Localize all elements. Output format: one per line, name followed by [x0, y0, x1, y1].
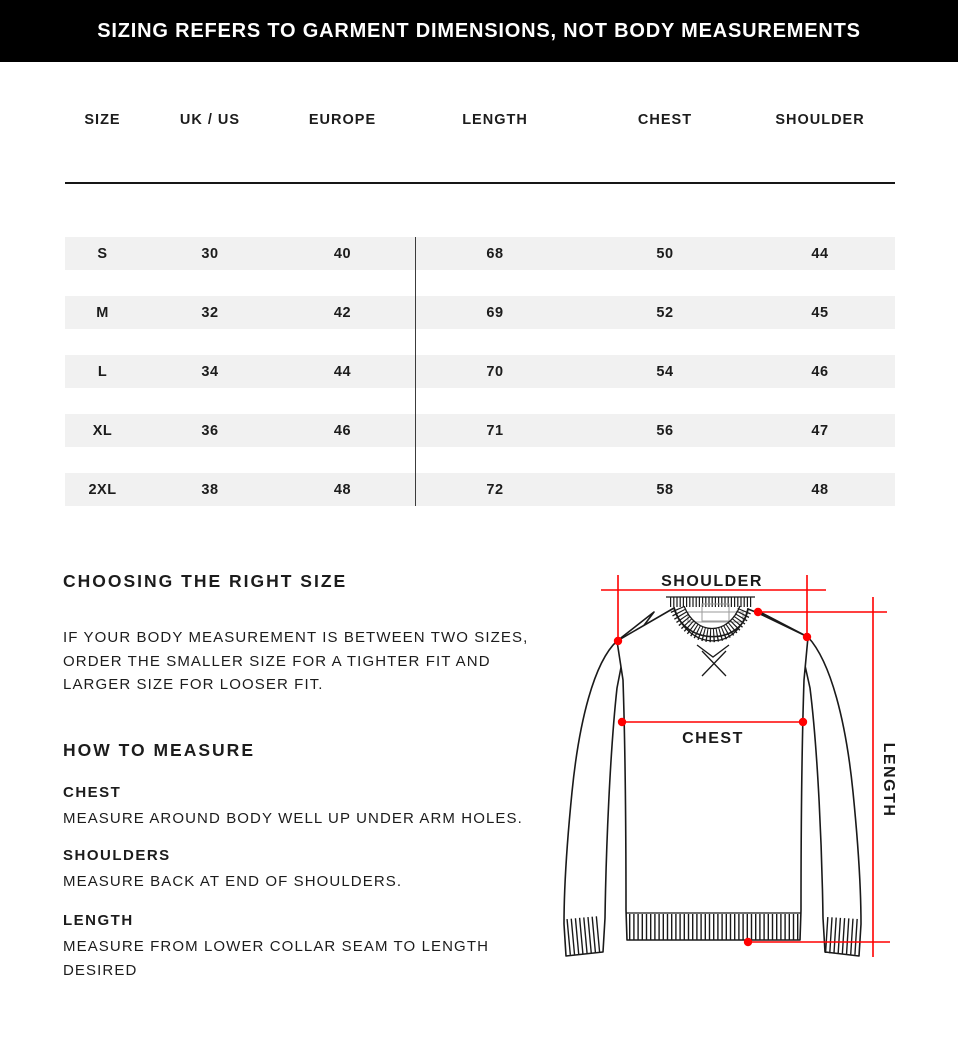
- measure-text: [63, 935, 593, 983]
- measure-label: CHEST: [63, 784, 122, 801]
- cell-size: S: [97, 245, 108, 262]
- col-header-europe: EUROPE: [308, 112, 377, 128]
- measure-text: MEASURE AROUND BODY WELL UP UNDER ARM HOLES.: [63, 810, 523, 827]
- cell-length: 68: [486, 245, 504, 262]
- measure-text-line: DESIRED: [63, 962, 138, 979]
- col-header-length: LENGTH: [462, 112, 528, 128]
- cell-shoulder: 45: [811, 304, 829, 321]
- cell-uk-us: 36: [201, 422, 219, 439]
- shoulder-right-dot: [803, 633, 811, 641]
- col-header-size: SIZE: [84, 112, 121, 128]
- banner-text: SIZING REFERS TO GARMENT DIMENSIONS, NOT BODY MEASUREMENTS: [97, 19, 861, 42]
- measure-label: LENGTH: [63, 912, 134, 929]
- table-row: [65, 296, 895, 329]
- column-divider: [415, 237, 416, 506]
- chest-right-dot: [799, 718, 807, 726]
- measure-item-shoulders: [63, 847, 593, 894]
- header-rule: [65, 182, 895, 184]
- cell-uk-us: 32: [201, 304, 219, 321]
- measure-label: SHOULDERS: [63, 847, 171, 864]
- choosing-size-line: ORDER THE SMALLER SIZE FOR A TIGHTER FIT AND: [63, 652, 491, 670]
- cell-length: 70: [486, 363, 504, 380]
- measure-item-length: [63, 912, 593, 983]
- cell-europe: 40: [333, 245, 352, 262]
- cell-chest: 50: [656, 245, 674, 262]
- banner: [0, 0, 958, 62]
- cell-size: 2XL: [88, 481, 117, 498]
- cell-chest: 52: [656, 304, 674, 321]
- table-row: [65, 414, 895, 447]
- size-table: [65, 237, 895, 532]
- length-diagram-label: LENGTH: [880, 742, 897, 818]
- cell-chest: 56: [656, 422, 674, 439]
- cell-shoulder: 48: [811, 481, 829, 498]
- chest-left-dot: [618, 718, 626, 726]
- choosing-size-line: LARGER SIZE FOR LOOSER FIT.: [63, 676, 324, 693]
- cell-length: 72: [486, 481, 504, 498]
- cell-europe: 48: [333, 481, 352, 498]
- cell-uk-us: 38: [201, 481, 219, 498]
- col-header-shoulder: SHOULDER: [775, 112, 865, 128]
- cell-chest: 54: [656, 363, 674, 380]
- cell-size: XL: [92, 422, 113, 439]
- collar-inner-edge: [684, 606, 740, 629]
- cell-uk-us: 30: [201, 245, 219, 262]
- col-header-uk-us: UK / US: [179, 112, 241, 128]
- choosing-size-line: IF YOUR BODY MEASUREMENT IS BETWEEN TWO SIZES,: [63, 629, 529, 646]
- cell-length: 71: [486, 422, 504, 439]
- cell-chest: 58: [656, 481, 674, 498]
- cell-size: M: [96, 304, 109, 321]
- sweater-body: [617, 608, 808, 940]
- shoulder-left-dot: [614, 637, 622, 645]
- how-to-measure-title: HOW TO MEASURE: [63, 740, 255, 760]
- measure-text-line: MEASURE FROM LOWER COLLAR SEAM TO LENGTH: [63, 938, 490, 955]
- cell-uk-us: 34: [201, 363, 219, 380]
- cell-shoulder: 44: [811, 245, 829, 262]
- choosing-size-title: CHOOSING THE RIGHT SIZE: [63, 571, 348, 591]
- cell-length: 69: [486, 304, 504, 321]
- sweater-diagram: [540, 552, 958, 982]
- cell-shoulder: 47: [811, 422, 829, 439]
- choosing-size-text: [63, 626, 593, 697]
- measure-item-chest: [63, 784, 593, 831]
- cell-europe: 46: [333, 422, 352, 439]
- cell-europe: 42: [333, 304, 352, 321]
- measure-text: MEASURE BACK AT END OF SHOULDERS.: [63, 873, 403, 890]
- table-row: [65, 237, 895, 270]
- table-row: [65, 355, 895, 388]
- shoulder-diagram-label: SHOULDER: [661, 573, 763, 590]
- cell-size: L: [97, 363, 108, 380]
- col-header-chest: CHEST: [637, 112, 693, 128]
- cell-europe: 44: [333, 363, 352, 380]
- chest-diagram-label: CHEST: [682, 730, 744, 747]
- table-row: [65, 473, 895, 506]
- table-header: [65, 112, 895, 128]
- cell-shoulder: 46: [811, 363, 829, 380]
